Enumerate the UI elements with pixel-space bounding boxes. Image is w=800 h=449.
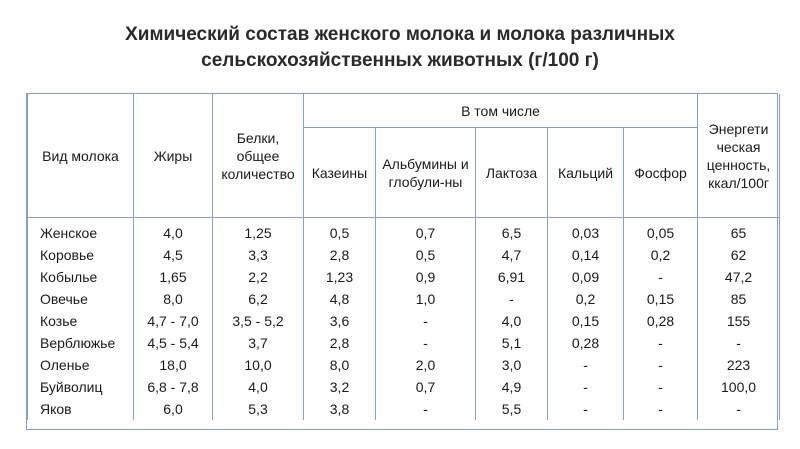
header-fats: Жиры — [134, 94, 213, 218]
table-cell: 3,7 — [213, 332, 304, 354]
table-cell: 85 — [698, 288, 780, 310]
table-cell: 0,15 — [548, 310, 624, 332]
header-protein-total: Белки, общее количество — [213, 94, 304, 218]
header-energy: Энергети ческая ценность, ккал/100г — [698, 94, 780, 218]
row-milk-name: Оленье — [28, 354, 134, 376]
row-milk-name: Козье — [28, 310, 134, 332]
table-cell: - — [548, 398, 624, 420]
table-cell: - — [376, 332, 476, 354]
table-cell: 0,28 — [548, 332, 624, 354]
table-cell: - — [376, 310, 476, 332]
table-cell: 3,5 - 5,2 — [213, 310, 304, 332]
table-header — [28, 94, 780, 218]
table-cell: 0,7 — [376, 376, 476, 398]
table-cell: 5,5 — [476, 398, 548, 420]
table-cell: 0,05 — [624, 218, 698, 245]
table-cell: 0,28 — [624, 310, 698, 332]
table-cell: 6,2 — [213, 288, 304, 310]
table-cell: 3,6 — [304, 310, 376, 332]
table-cell: 0,5 — [304, 218, 376, 245]
table-cell: 1,0 — [376, 288, 476, 310]
table-cell: - — [548, 376, 624, 398]
table-cell: 6,8 - 7,8 — [134, 376, 213, 398]
table-cell: - — [476, 288, 548, 310]
table-cell: 10,0 — [213, 354, 304, 376]
table-cell: 2,2 — [213, 266, 304, 288]
table-cell: - — [698, 398, 780, 420]
table-cell: 2,8 — [304, 244, 376, 266]
table-cell: 65 — [698, 218, 780, 245]
table-row — [28, 376, 780, 398]
table-cell: 8,0 — [134, 288, 213, 310]
table-row — [28, 288, 780, 310]
table-cell: - — [624, 398, 698, 420]
table-cell: 0,7 — [376, 218, 476, 245]
table-cell: 0,2 — [624, 244, 698, 266]
table-cell: 6,0 — [134, 398, 213, 420]
table-cell: 1,25 — [213, 218, 304, 245]
table-cell: 2,8 — [304, 332, 376, 354]
table-cell: 1,65 — [134, 266, 213, 288]
table-cell: - — [624, 332, 698, 354]
row-milk-name: Кобылье — [28, 266, 134, 288]
title-line-1: Химический состав женского молока и молока различных — [125, 24, 675, 45]
table-cell: 4,7 - 7,0 — [134, 310, 213, 332]
table-cell: 3,2 — [304, 376, 376, 398]
table-cell: 6,5 — [476, 218, 548, 245]
table-cell: 4,7 — [476, 244, 548, 266]
table-cell: - — [548, 354, 624, 376]
table-cell: 0,03 — [548, 218, 624, 245]
table-cell: 18,0 — [134, 354, 213, 376]
table-row — [28, 244, 780, 266]
table-row — [28, 310, 780, 332]
table-cell: - — [624, 354, 698, 376]
table-row — [28, 266, 780, 288]
header-including: В том числе — [304, 94, 698, 128]
row-milk-name: Буйволиц — [28, 376, 134, 398]
title-line-2: сельскохозяйственных животных (г/100 г) — [201, 50, 599, 71]
table-cell: 5,3 — [213, 398, 304, 420]
table-cell: 3,8 — [304, 398, 376, 420]
table-cell: 8,0 — [304, 354, 376, 376]
table-row — [28, 332, 780, 354]
table-cell: - — [376, 398, 476, 420]
composition-table — [26, 93, 778, 430]
table-cell: 5,1 — [476, 332, 548, 354]
header-calcium: Кальций — [548, 128, 624, 218]
table-cell: 47,2 — [698, 266, 780, 288]
row-milk-name: Яков — [28, 398, 134, 420]
table-row — [28, 354, 780, 376]
table-cell: 0,15 — [624, 288, 698, 310]
table-row — [28, 398, 780, 420]
table-cell: 3,3 — [213, 244, 304, 266]
header-phosphorus: Фосфор — [624, 128, 698, 218]
row-milk-name: Овечье — [28, 288, 134, 310]
header-lactose: Лактоза — [476, 128, 548, 218]
table-body — [28, 218, 780, 421]
table-cell: 1,23 — [304, 266, 376, 288]
table-cell: 4,5 - 5,4 — [134, 332, 213, 354]
table-cell: 6,91 — [476, 266, 548, 288]
table-cell: 0,9 — [376, 266, 476, 288]
header-caseins: Казеины — [304, 128, 376, 218]
table-cell: 4,0 — [213, 376, 304, 398]
table-cell: 100,0 — [698, 376, 780, 398]
table-cell: 155 — [698, 310, 780, 332]
row-milk-name: Верблюжье — [28, 332, 134, 354]
table-cell: - — [624, 266, 698, 288]
table-cell: 223 — [698, 354, 780, 376]
table-row — [28, 218, 780, 245]
table-cell: 4,8 — [304, 288, 376, 310]
row-milk-name: Коровье — [28, 244, 134, 266]
table-cell: 4,5 — [134, 244, 213, 266]
table-cell: 4,0 — [134, 218, 213, 245]
table-cell: 2,0 — [376, 354, 476, 376]
row-milk-name: Женское — [28, 218, 134, 245]
table-cell: 0,09 — [548, 266, 624, 288]
table-cell: 3,0 — [476, 354, 548, 376]
header-milk-type: Вид молока — [28, 94, 134, 218]
table-cell: 62 — [698, 244, 780, 266]
table-cell: - — [698, 332, 780, 354]
header-albumins: Альбумины и глобули-ны — [376, 128, 476, 218]
table-cell: 4,9 — [476, 376, 548, 398]
table — [27, 94, 780, 420]
table-cell: 0,5 — [376, 244, 476, 266]
table-cell: 4,0 — [476, 310, 548, 332]
table-cell: 0,2 — [548, 288, 624, 310]
page-title — [0, 22, 800, 74]
table-cell: - — [624, 376, 698, 398]
table-cell: 0,14 — [548, 244, 624, 266]
